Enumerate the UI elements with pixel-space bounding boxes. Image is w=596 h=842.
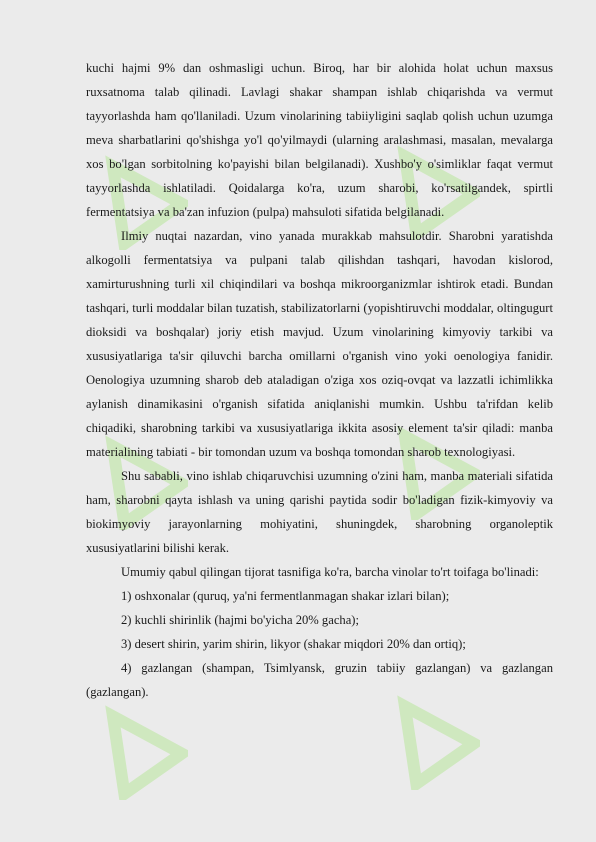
- body-text: [86, 56, 553, 704]
- paragraph-4: Umumiy qabul qilingan tijorat tasnifiga ko'ra, barcha vinolar to'rt toifaga bo'linadi:: [121, 565, 539, 579]
- watermark-logo-icon: [78, 690, 188, 800]
- list-item-2: 2) kuchli shirinlik (hajmi bo'yicha 20% gacha);: [121, 613, 359, 627]
- paragraph-2: Ilmiy nuqtai nazardan, vino yanada murakkab mahsulotdir. Sharobni yaratishda alkogolli fermentatsiya va pulpani talab qilishdan tashqari, havodan kislorod, xamirturushning turli xil chiqindilari va boshqa mikroorganizmlar ishtirok etadi. Bundan tashqari, turli moddalar bilan tuzatish, stabilizatorlarni (yopishtiruvchi moddalar, oltingugurt dioksidi va boshqalar) joriy etish mavjud. Uzum vinolarining kimyoviy tarkibi va xususiyatlariga ta'sir qiluvchi barcha omillarni o'rganish vino yoki oenologiya fanidir. Oenologiya uzumning sharob deb ataladigan o'ziga xos oziq-ovqat va lazzatli ichimlikka aylanish dinamikasini o'rganish sifatida aniqlanishi mumkin. Ushbu ta'rifdan kelib chiqadiki, sharobning tarkibi va xususiyatlariga ikkita asosiy element ta'sir qiladi: manba materialining tabiati - bir tomondan uzum va boshqa tomondan sharob texnologiyasi.: [86, 229, 553, 459]
- list-item-4: 4) gazlangan (shampan, Tsimlyansk, gruzin tabiiy gazlangan) va gazlangan (gazlangan).: [86, 661, 553, 699]
- paragraph-1: kuchi hajmi 9% dan oshmasligi uchun. Biroq, har bir alohida holat uchun maxsus ruxsatnoma talab qilinadi. Lavlagi shakar shampan ishlab chiqarishda va vermut tayyorlashda ham qo'llaniladi. Uzum vinolarining tabiiyligini saqlab qolish uchun uzumga meva sharbatlarini qo'shishga yo'l qo'yilmaydi (ularning aralashmasi, masalan, mevalarga xos bo'lgan sorbitolning ko'payishi bilan belgilanadi). Xushbo'y o'simliklar faqat vermut tayyorlashda ishlatiladi. Qoidalarga ko'ra, uzum sharobi, ko'rsatilgandek, spirtli fermentatsiya va ba'zan infuzion (pulpa) mahsuloti sifatida belgilanadi.: [86, 61, 553, 219]
- paragraph-3: Shu sababli, vino ishlab chiqaruvchisi uzumning o'zini ham, manba materiali sifatida ham, sharobni qayta ishlash va uning qarishi paytida sodir bo'ladigan fizik-kimyoviy va biokimyoviy jarayonlarning mohiyatini, shuningdek, sharobning organoleptik xususiyatlarini bilishi kerak.: [86, 469, 553, 555]
- list-item-1: 1) oshxonalar (quruq, ya'ni fermentlanmagan shakar izlari bilan);: [121, 589, 450, 603]
- list-item-3: 3) desert shirin, yarim shirin, likyor (shakar miqdori 20% dan ortiq);: [121, 637, 466, 651]
